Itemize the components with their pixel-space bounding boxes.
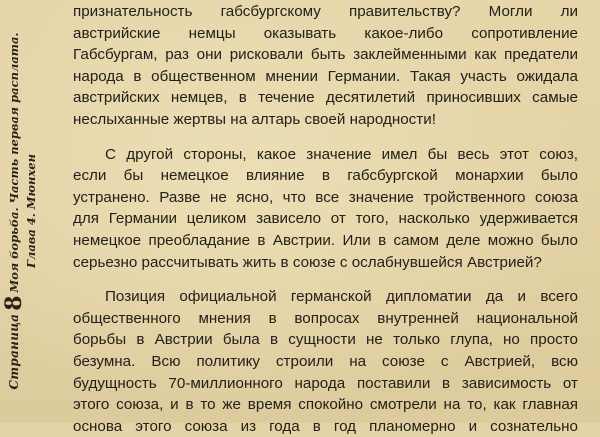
page-label: Страница	[7, 313, 21, 390]
text-line: безумна. Всю политику строили на союзе с Австрией, всю	[73, 352, 578, 370]
text-line: немецкое преобладание в Австрии. Или в самом деле можно было	[73, 231, 578, 249]
paragraph-3	[73, 286, 578, 437]
text-line: С другой стороны, какое значение имел бы весь этот союз,	[105, 145, 578, 163]
paragraph-gap	[73, 131, 578, 144]
text-line: общественного мнения в вопросах внутренней национальной	[73, 309, 578, 327]
paragraph-1	[73, 1, 578, 131]
text-line: борьбы в Австрии была в сущности не только глупа, но просто	[73, 331, 578, 349]
text-line: будущность 70-миллионного народа поставили в зависимость от	[73, 374, 578, 392]
text-line: Позиция официальной германской дипломатии да и всего	[105, 288, 578, 306]
text-line: для Германии целиком зависело от того, насколько удерживается	[73, 210, 578, 228]
page-sidebar	[0, 0, 46, 423]
text-line: этого союза, и в то же время спокойно смотрели на то, как главная	[73, 396, 578, 414]
text-line: Габсбургам, раз они рисковали быть заклейменными как предатели	[73, 46, 578, 64]
chapter-title: Глава 4. Мюнхен	[24, 154, 38, 269]
text-line: признательность габсбургскому правительству? Могли ли	[73, 3, 578, 20]
text-line: устранено. Разве не ясно, что все значение тройственного союза	[73, 188, 578, 206]
text-line: серьезно рассчитывать жить в союзе с ослабнувшейся Австрией?	[73, 253, 542, 271]
sidebar-line-top	[1, 11, 27, 411]
paragraph-gap	[73, 273, 578, 286]
text-line: если бы немецкое влияние в габсбургской монархии было	[73, 167, 578, 185]
text-line: австрийские немцы оказывать какое-либо сопротивление	[73, 24, 578, 42]
text-line: австрийских немцев, в течение десятилетий приносивших самые	[73, 89, 578, 107]
text-line: народа в общественном мнении Германии. Такая участь ожидала	[73, 67, 578, 85]
page-number: 8	[1, 295, 27, 311]
page-content	[73, 1, 578, 437]
text-line: неслыханные жертвы на алтарь своей народности!	[73, 110, 436, 128]
text-line: основа этого союза из года в год планомерно и сознательно	[73, 417, 578, 435]
book-title: Моя борьба. Часть первая расплата.	[7, 32, 21, 293]
paragraph-2	[73, 144, 578, 274]
sidebar-caption	[1, 11, 39, 411]
